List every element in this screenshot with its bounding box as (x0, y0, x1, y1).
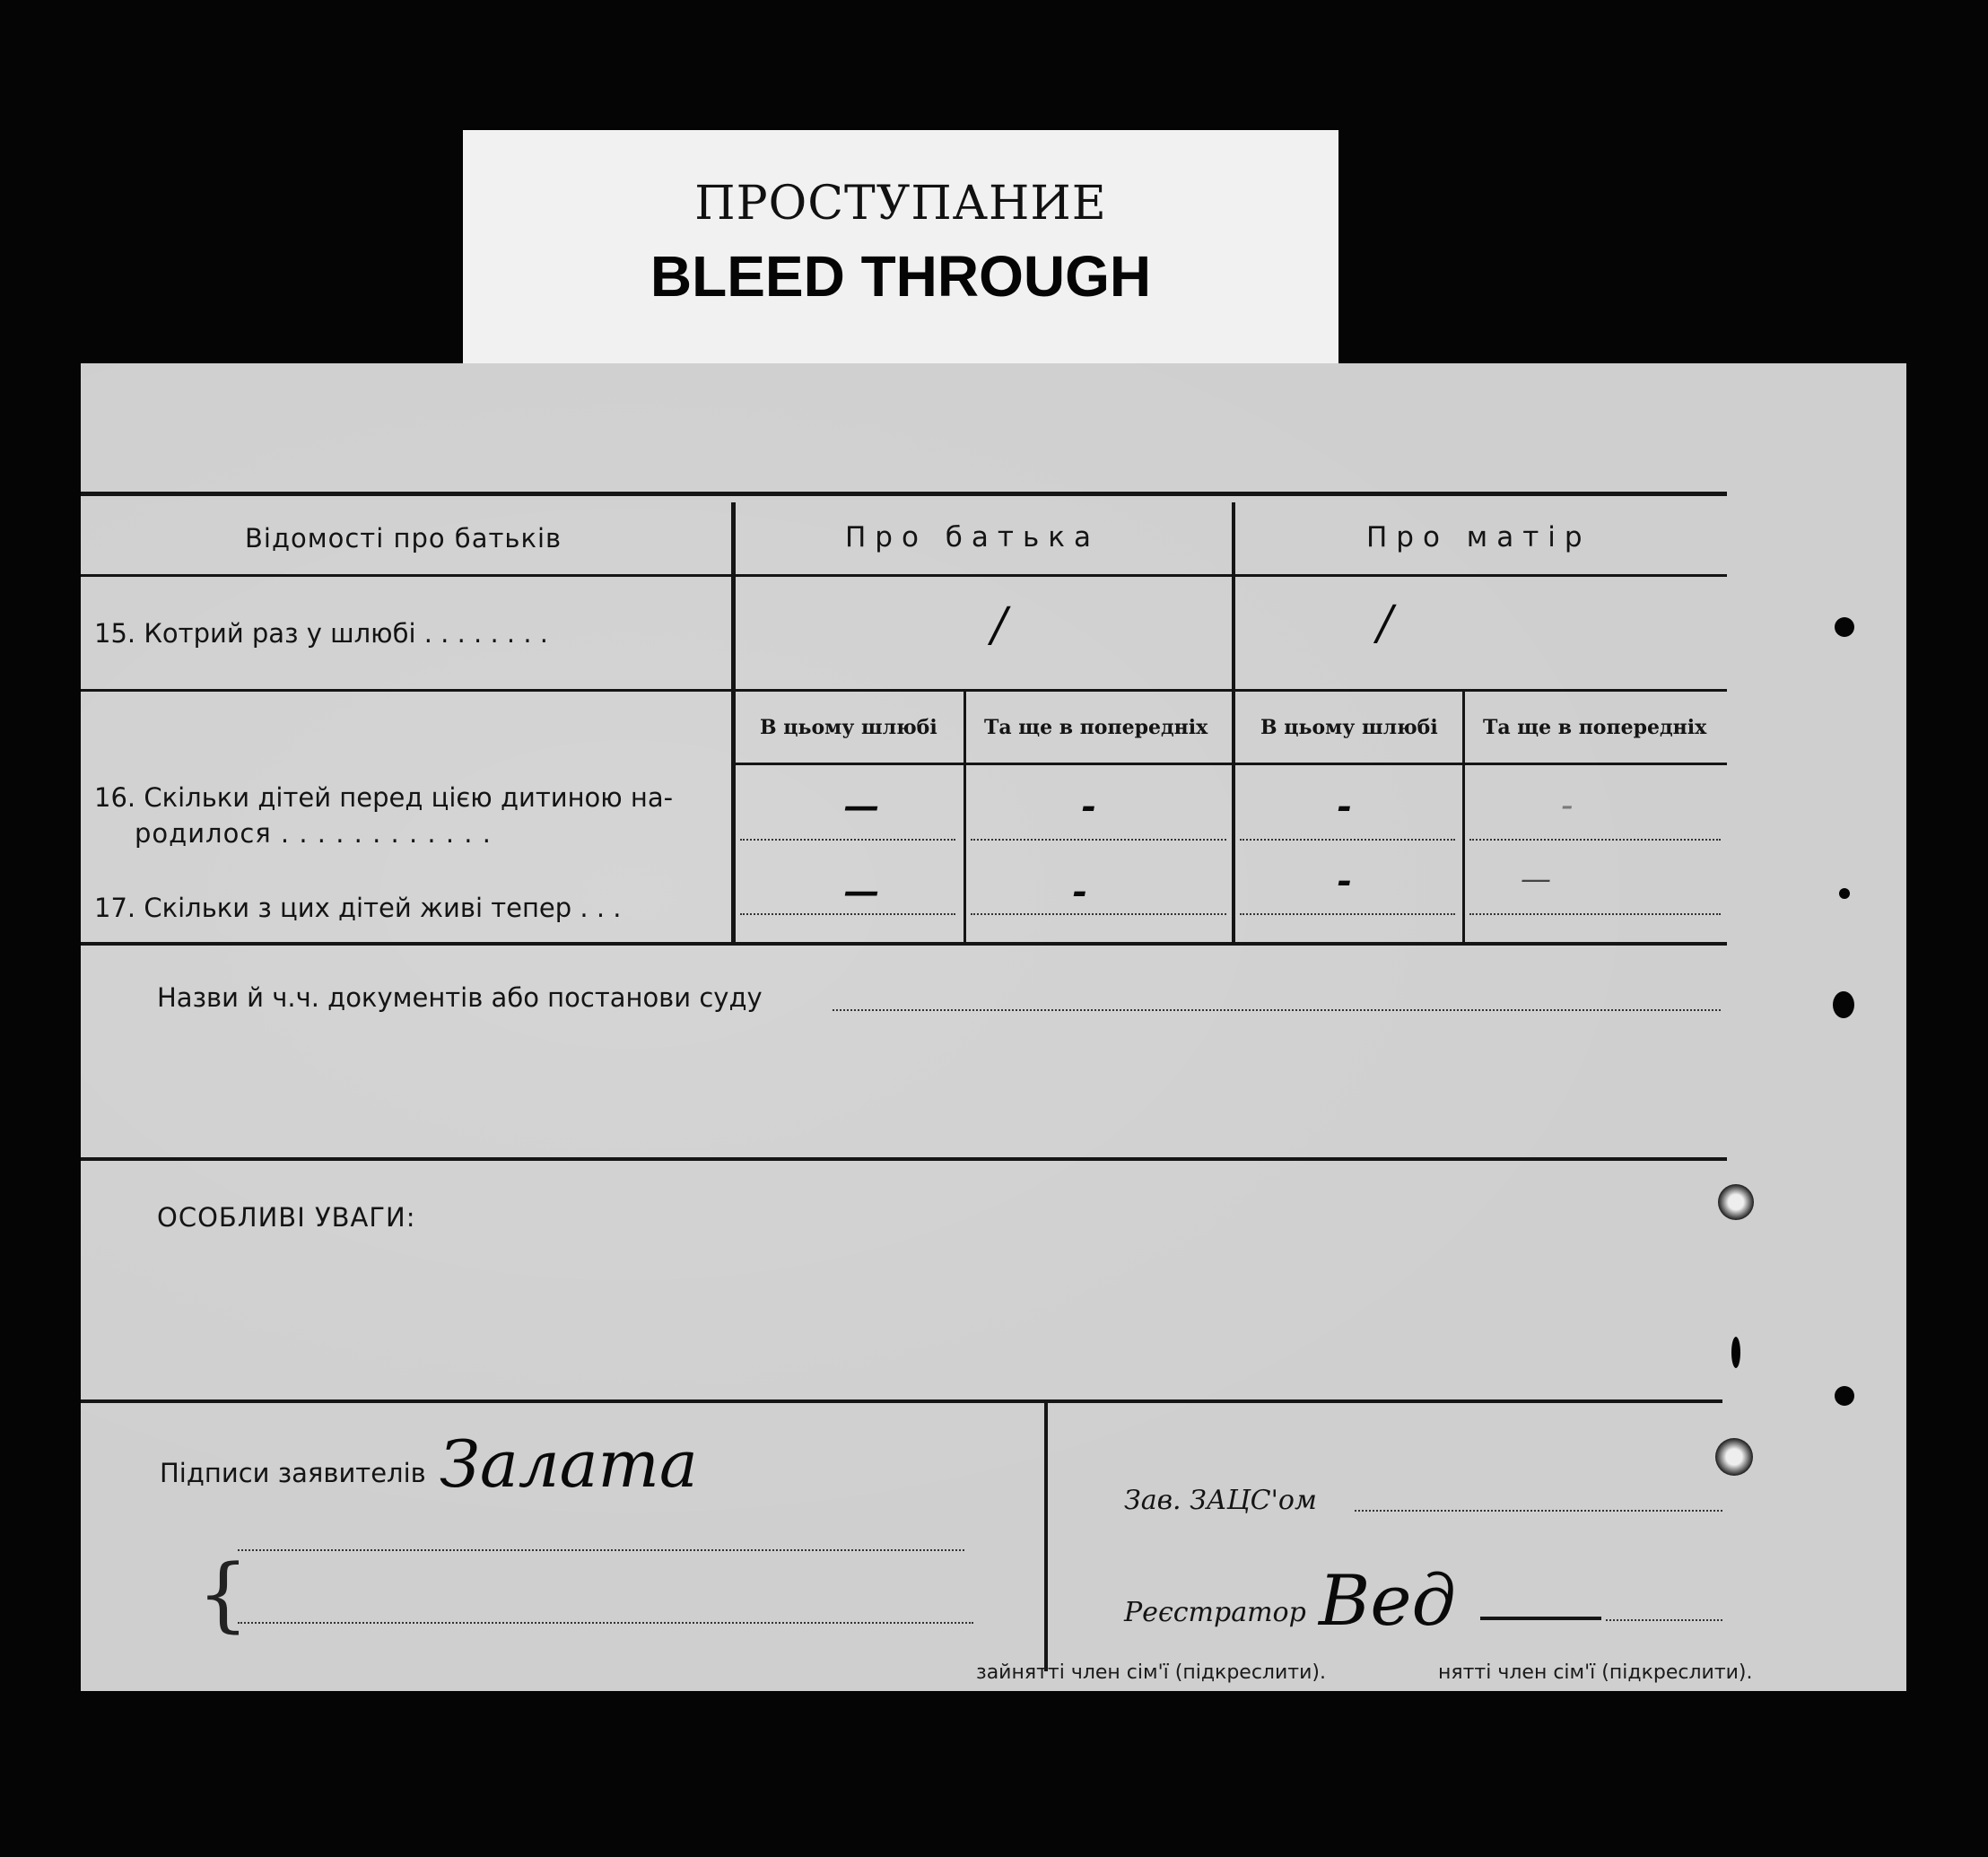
head-dotted-line (1355, 1510, 1722, 1512)
col-divider-father-mother (1232, 502, 1235, 945)
header-rule (81, 574, 1727, 577)
registrar-signature-flourish (1480, 1617, 1601, 1620)
row15-father-value: / (991, 598, 1007, 652)
row17-dotted-line-3 (1240, 913, 1455, 915)
head-label: Зав. ЗАЦС'ом (1124, 1485, 1317, 1516)
row17-mother-prev-value: — (1521, 861, 1551, 897)
subheader-father-this-marriage: В цьому шлюбі (760, 716, 937, 739)
documents-dotted-line (833, 1009, 1721, 1011)
subheader-father-previous: Та ще в попередніх (984, 716, 1208, 739)
row17-father-this-value: — (843, 870, 879, 912)
registrar-signature: Вед (1319, 1561, 1456, 1642)
punch-hole-6 (1835, 1386, 1854, 1406)
applicants-brace: { (197, 1548, 249, 1642)
bleed-through-label-card (463, 130, 1338, 377)
row17-mother-this-value: - (1337, 859, 1352, 902)
label-russian: ПРОСТУПАНИЕ (694, 177, 1107, 231)
bleed-text-left: зайнятті член сім'ї (підкреслити). (976, 1661, 1326, 1684)
row15-mother-value: / (1377, 597, 1393, 650)
bleed-text-right: нятті член сім'ї (підкреслити). (1438, 1661, 1753, 1684)
punch-hole-2 (1839, 888, 1850, 899)
documents-rule (81, 1157, 1727, 1161)
header-about-father: Про батька (845, 521, 1100, 554)
punch-hole-5 (1731, 1337, 1740, 1368)
row16-father-prev-value: - (1081, 785, 1096, 827)
punch-hole-4 (1718, 1184, 1754, 1220)
row16-mother-this-value: - (1337, 785, 1352, 827)
row16-dotted-line-2 (971, 839, 1226, 841)
row16-dotted-line-3 (1240, 839, 1455, 841)
punch-hole-1 (1835, 617, 1854, 637)
row16-label-line2: родилося . . . . . . . . . . . . (135, 818, 492, 849)
label-english: BLEED THROUGH (650, 244, 1152, 309)
row17-dotted-line-1 (740, 913, 955, 915)
row16-mother-prev-value: - (1561, 785, 1574, 826)
col-divider-main (731, 502, 736, 945)
top-rule (81, 492, 1727, 496)
row15-label: 15. Котрий раз у шлюбі . . . . . . . . (94, 618, 548, 649)
registrar-dotted-line (1606, 1619, 1722, 1621)
punch-hole-3 (1833, 991, 1854, 1018)
row17-father-prev-value: - (1072, 870, 1087, 912)
special-notes-label: ОСОБЛИВІ УВАГИ: (157, 1202, 416, 1233)
col-divider-father-sub (963, 689, 966, 945)
documents-label: Назви й ч.ч. документів або постанови суду (157, 982, 763, 1013)
row17-dotted-line-2 (971, 913, 1226, 915)
row16-father-this-value: — (843, 785, 879, 827)
registrar-label: Реєстратор (1124, 1597, 1306, 1628)
row16-label-line1: 16. Скільки дітей перед цією дитиною на- (94, 782, 674, 813)
signature-divider (1044, 1402, 1048, 1671)
form-sheet (81, 363, 1906, 1691)
subheader-mother-previous: Та ще в попередніх (1483, 716, 1707, 739)
col-divider-mother-sub (1462, 689, 1465, 945)
row15-rule (81, 689, 1727, 692)
header-parents-info: Відомості про батьків (245, 523, 562, 554)
applicant-signature: Залата (440, 1426, 698, 1502)
row16-dotted-line-1 (740, 839, 955, 841)
table-bottom-rule (81, 942, 1727, 946)
punch-hole-7 (1715, 1438, 1753, 1476)
notes-rule (81, 1399, 1722, 1403)
applicants-label: Підписи заявителів (160, 1458, 426, 1488)
header-about-mother: Про матір (1366, 521, 1591, 554)
row17-dotted-line-4 (1469, 913, 1721, 915)
row17-label: 17. Скільки з цих дітей живі тепер . . . (94, 893, 622, 923)
row16-dotted-line-4 (1469, 839, 1721, 841)
applicant-dotted-line-1 (238, 1549, 964, 1551)
applicant-dotted-line-2 (238, 1622, 973, 1624)
subheader-mother-this-marriage: В цьому шлюбі (1260, 716, 1438, 739)
